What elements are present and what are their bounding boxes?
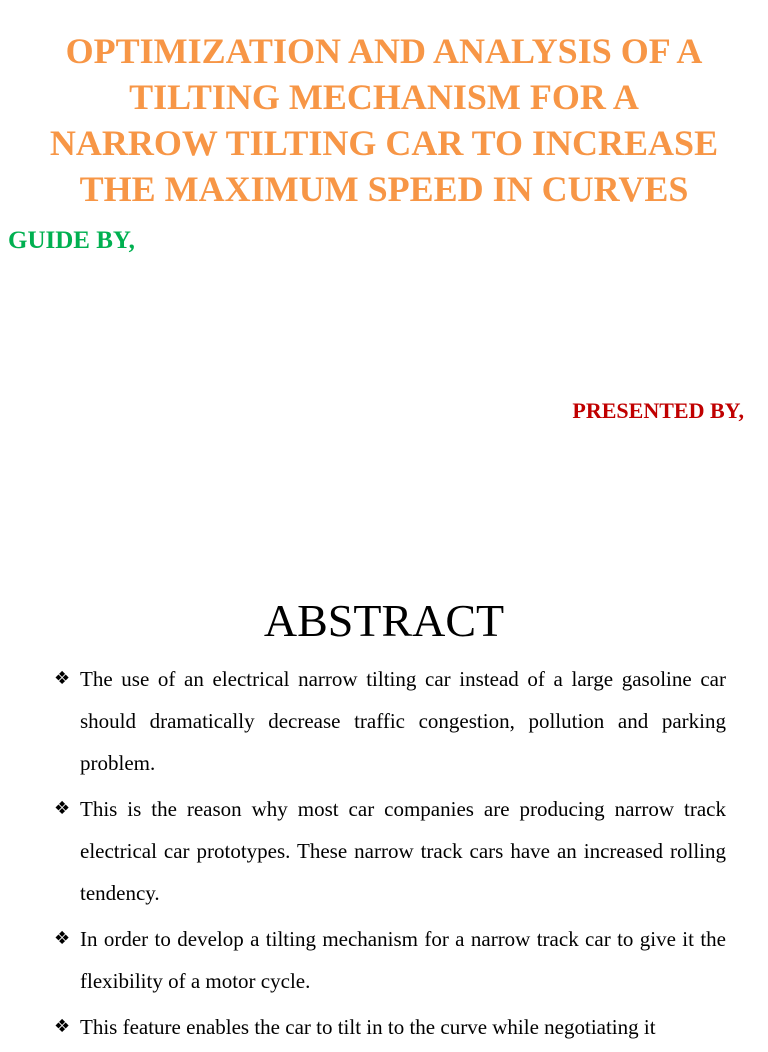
bullet-item bbox=[0, 788, 768, 914]
bullet-text: In order to develop a tilting mechanism for a narrow track car to give it the flexibility of a motor cycle. bbox=[80, 927, 726, 993]
guide-by-label: GUIDE BY, bbox=[8, 227, 135, 254]
abstract-bullet-list bbox=[0, 658, 768, 1052]
presented-by-label: PRESENTED BY, bbox=[572, 398, 744, 423]
title-line-4: THE MAXIMUM SPEED IN CURVES bbox=[79, 169, 689, 209]
title-line-2: TILTING MECHANISM FOR A bbox=[129, 77, 639, 117]
diamond-bullet-icon: ❖ bbox=[54, 668, 71, 689]
diamond-bullet-icon: ❖ bbox=[54, 1016, 71, 1037]
bullet-text: This is the reason why most car companies are producing narrow track electrical car prototypes. These narrow track cars have an increased rolling tendency. bbox=[80, 797, 726, 905]
abstract-heading: ABSTRACT bbox=[263, 595, 505, 646]
diamond-bullet-icon: ❖ bbox=[54, 928, 71, 949]
bullet-text: This feature enables the car to tilt in to the curve while negotiating it bbox=[80, 1015, 656, 1039]
bullet-item bbox=[0, 658, 768, 784]
title-line-1: OPTIMIZATION AND ANALYSIS OF A bbox=[65, 31, 703, 71]
bullet-item bbox=[0, 918, 768, 1002]
bullet-item bbox=[0, 1006, 768, 1048]
diamond-bullet-icon: ❖ bbox=[54, 798, 71, 819]
title-line-3: NARROW TILTING CAR TO INCREASE bbox=[49, 123, 719, 163]
abstract-slide bbox=[0, 570, 768, 1039]
bullet-text: The use of an electrical narrow tilting car instead of a large gasoline car should dramatically decrease traffic congestion, pollution and parking problem. bbox=[80, 667, 726, 775]
